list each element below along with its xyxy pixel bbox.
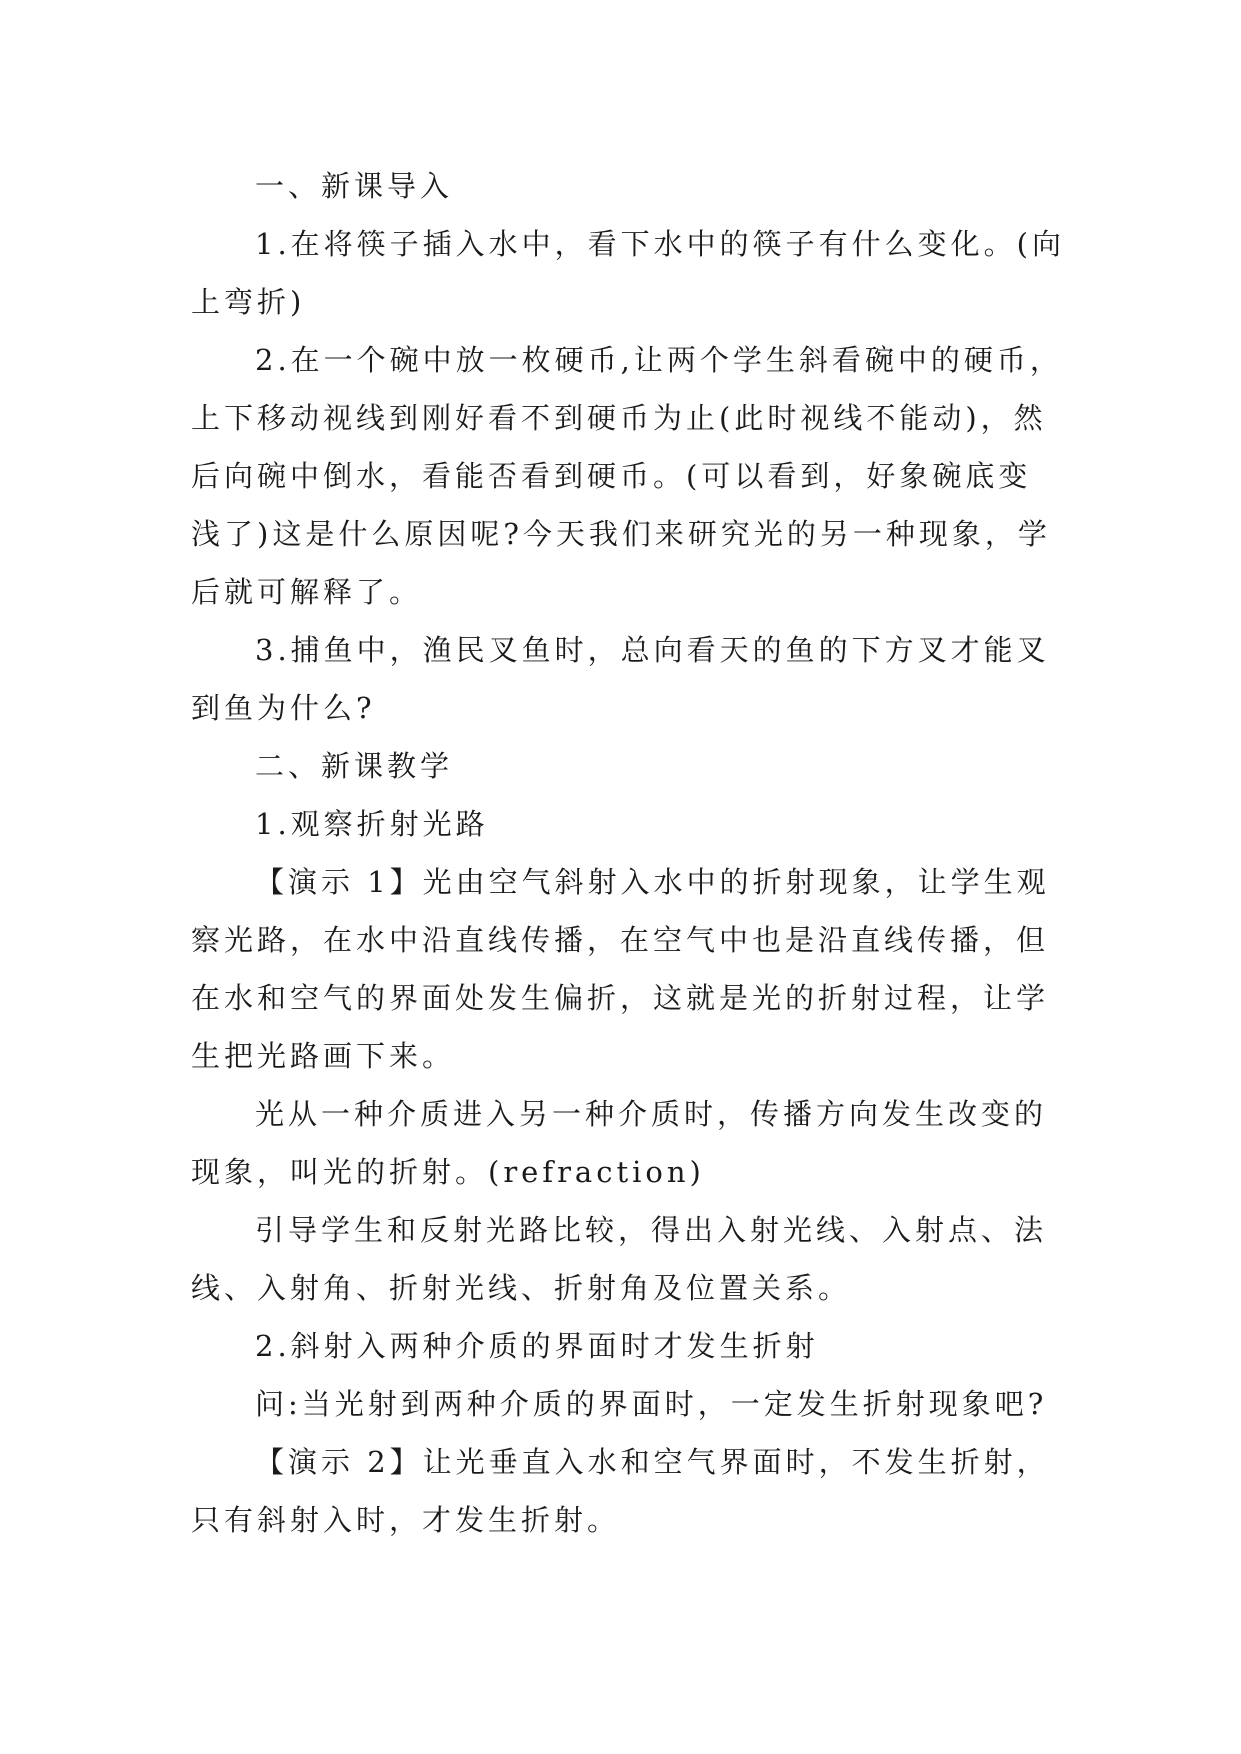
text-line: 生把光路画下来。 <box>191 1039 456 1073</box>
text-line: 引导学生和反射光路比较，得出入射光线、入射点、法 <box>255 1213 1048 1247</box>
text-line: 后向碗中倒水，看能否看到硬币。(可以看到，好象碗底变 <box>191 459 1032 493</box>
text-line: 线、入射角、折射光线、折射角及位置关系。 <box>191 1271 852 1305</box>
heading-new-lesson-intro: 一、新课导入 <box>255 169 454 203</box>
text-line: 到鱼为什么? <box>191 691 376 725</box>
text-line: 【演示 1】光由空气斜射入水中的折射现象，让学生观 <box>255 865 1050 899</box>
text-line: 只有斜射入时，才发生折射。 <box>191 1503 621 1537</box>
subheading-observe-refraction: 1.观察折射光路 <box>255 807 489 841</box>
text-line: 1.在将筷子插入水中，看下水中的筷子有什么变化。(向 <box>255 227 1065 261</box>
document-body <box>191 157 1065 1549</box>
text-line: 2.在一个碗中放一枚硬币,让两个学生斜看碗中的硬币， <box>255 343 1063 377</box>
text-line: 光从一种介质进入另一种介质时，传播方向发生改变的 <box>255 1097 1048 1131</box>
subheading-oblique-incidence: 2.斜射入两种介质的界面时才发生折射 <box>255 1329 819 1363</box>
text-line: 上弯折) <box>191 285 306 319</box>
text-line: 【演示 2】让光垂直入水和空气界面时，不发生折射， <box>255 1445 1050 1479</box>
text-line: 在水和空气的界面处发生偏折，这就是光的折射过程，让学 <box>191 981 1050 1015</box>
text-line: 察光路，在水中沿直线传播，在空气中也是沿直线传播，但 <box>191 923 1050 957</box>
text-line: 后就可解释了。 <box>191 575 423 609</box>
heading-new-lesson-teaching: 二、新课教学 <box>255 749 454 783</box>
text-line: 浅了)这是什么原因呢?今天我们来研究光的另一种现象，学 <box>191 517 1051 551</box>
text-line: 现象，叫光的折射。(refraction) <box>191 1155 705 1189</box>
text-line: 上下移动视线到刚好看不到硬币为止(此时视线不能动)，然 <box>191 401 1047 435</box>
text-line: 3.捕鱼中，渔民叉鱼时，总向看天的鱼的下方叉才能叉 <box>255 633 1050 667</box>
text-line: 问:当光射到两种介质的界面时，一定发生折射现象吧? <box>255 1387 1048 1421</box>
